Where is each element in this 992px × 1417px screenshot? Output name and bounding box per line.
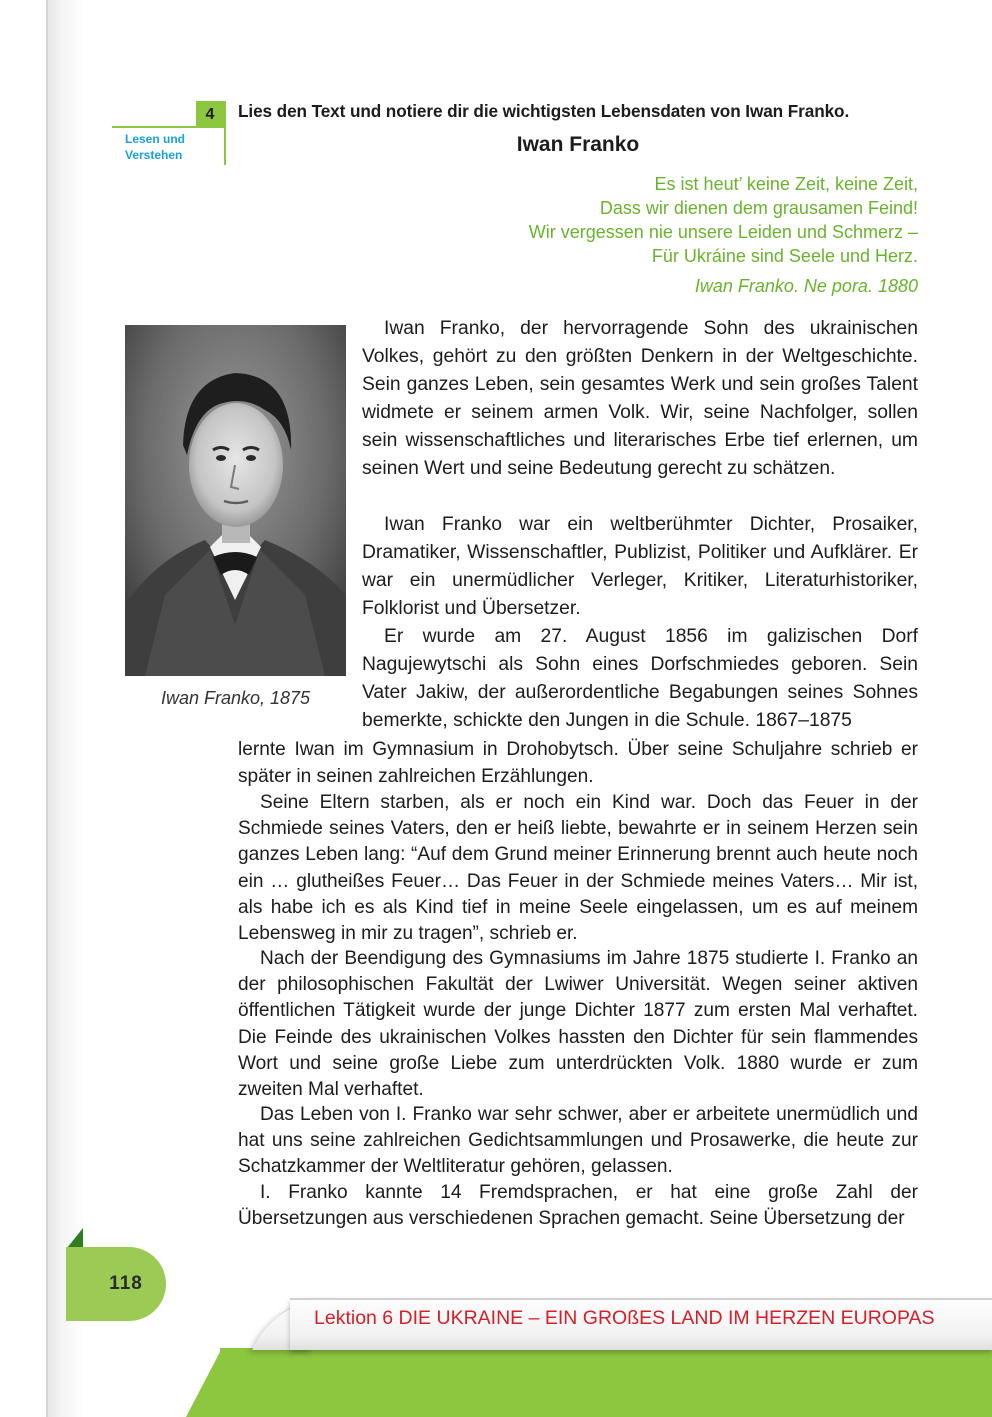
- portrait-caption: Iwan Franko, 1875: [160, 688, 311, 708]
- portrait-illustration: [125, 325, 346, 676]
- task-divider-vertical: [224, 101, 226, 165]
- paragraph-birth: Er wurde am 27. August 1856 im galizischen Dorf Nagujewytschi als Sohn eines Dorfschmiedes geboren. Sein Vater Jakiw, der außerordentliche Begabungen seines Sohnes bemerkte, schickte den Jungen in die Schule. 1867–1875: [362, 626, 918, 731]
- skill-label-line1: Lesen und: [125, 132, 186, 146]
- lesson-title: Lektion 6 DIE UKRAINE – EIN GROßES LAND IM HERZEN EUROPAS: [314, 1307, 935, 1329]
- portrait-photo: [125, 325, 346, 676]
- epigraph-poem: [420, 172, 918, 298]
- paragraph-intro: Iwan Franko, der hervorragende Sohn des ukrainischen Volkes, gehört zu den größten Denkern in der Weltgeschichte. Sein ganzes Leben, sein gesamtes Werk und sein großes Talent widmete er seinem armen Volk. Wir, seine Nachfolger, sollen sein wissenschaftliches und literarisches Erbe tief erlernen, um seinen Wert und seine Bedeutung gerecht zu schätzen.: [362, 318, 918, 479]
- paragraph-parents: Seine Eltern starben, als er noch ein Kind war. Doch das Feuer in der Schmiede seines Vaters, den er heiß liebte, bewahrte er in seinem Herzen sein ganzes Leben lang: “Auf dem Grund meiner Erinnerung brennt auch heute noch ein … glutheißes Feuer… Das Feuer in der Schmiede meines Vaters… Mir ist, als habe ich es als Kind tief in meine Seele eingelassen, um es auf meinem Lebensweg in mir zu tragen”, schrieb er.: [238, 792, 918, 945]
- task-number-badge: 4: [196, 101, 224, 126]
- paragraph-birth-continued: lernte Iwan im Gymnasium in Drohobytsch. Über seine Schuljahre schrieb er später in seinen zahlreichen Erzählungen.: [238, 739, 918, 787]
- paragraph-university: Nach der Beendigung des Gymnasiums im Jahre 1875 studierte I. Franko an der philosophischen Fakultät der Lwiwer Universität. Wegen seiner aktiven öffentlichen Tätigkeit wurde der junge Dichter 1877 zum ersten Mal verhaftet. Die Feinde des ukrainischen Volkes hassten den Dichter für sein flammendes Wort und seine große Liebe zum unterdrückten Volk. 1880 wurde er zum zweiten Mal verhaftet.: [238, 948, 918, 1101]
- task-instruction: Lies den Text und notiere dir die wichtigsten Lebensdaten von Iwan Franko.: [238, 101, 850, 121]
- page-corner-marker: [67, 1228, 83, 1248]
- page-binding-line: [46, 0, 48, 1417]
- poem-source: Iwan Franko. Ne pora. 1880: [694, 276, 918, 296]
- poem-line: Für Ukráine sind Seele und Herz.: [651, 246, 918, 266]
- page-title: Iwan Franko: [516, 133, 640, 156]
- page-number: 118: [109, 1273, 143, 1294]
- paragraph-languages: I. Franko kannte 14 Fremdsprachen, er hat eine große Zahl der Übersetzungen aus verschiedenen Sprachen gemacht. Seine Übersetzung der: [238, 1182, 918, 1230]
- footer-band: [220, 1348, 992, 1417]
- paragraph-professions: Iwan Franko war ein weltberühmter Dichter, Prosaiker, Dramatiker, Wissenschaftler, Publizist, Politiker und Aufklärer. Er war ein unermüdlicher Verleger, Kritiker, Literaturhistoriker, Folklorist und Übersetzer.: [362, 514, 918, 619]
- poem-line: Wir vergessen nie unsere Leiden und Schmerz –: [528, 222, 918, 242]
- skill-label-line2: Verstehen: [125, 147, 183, 162]
- skill-label: [125, 132, 185, 163]
- page-binding-shadow: [0, 0, 84, 1417]
- poem-line: Dass wir dienen dem grausamen Feind!: [599, 198, 918, 218]
- poem-line: Es ist heut’ keine Zeit, keine Zeit,: [654, 174, 918, 194]
- paragraph-works: Das Leben von I. Franko war sehr schwer, aber er arbeitete unermüdlich und hat uns seine zahlreichen Gedichtsammlungen und Prosawerke, die heute zur Schatzkammer der Weltliteratur gehören, gelassen.: [238, 1104, 918, 1178]
- task-divider-horizontal: [112, 126, 224, 128]
- footer-band-edge: [186, 1348, 222, 1417]
